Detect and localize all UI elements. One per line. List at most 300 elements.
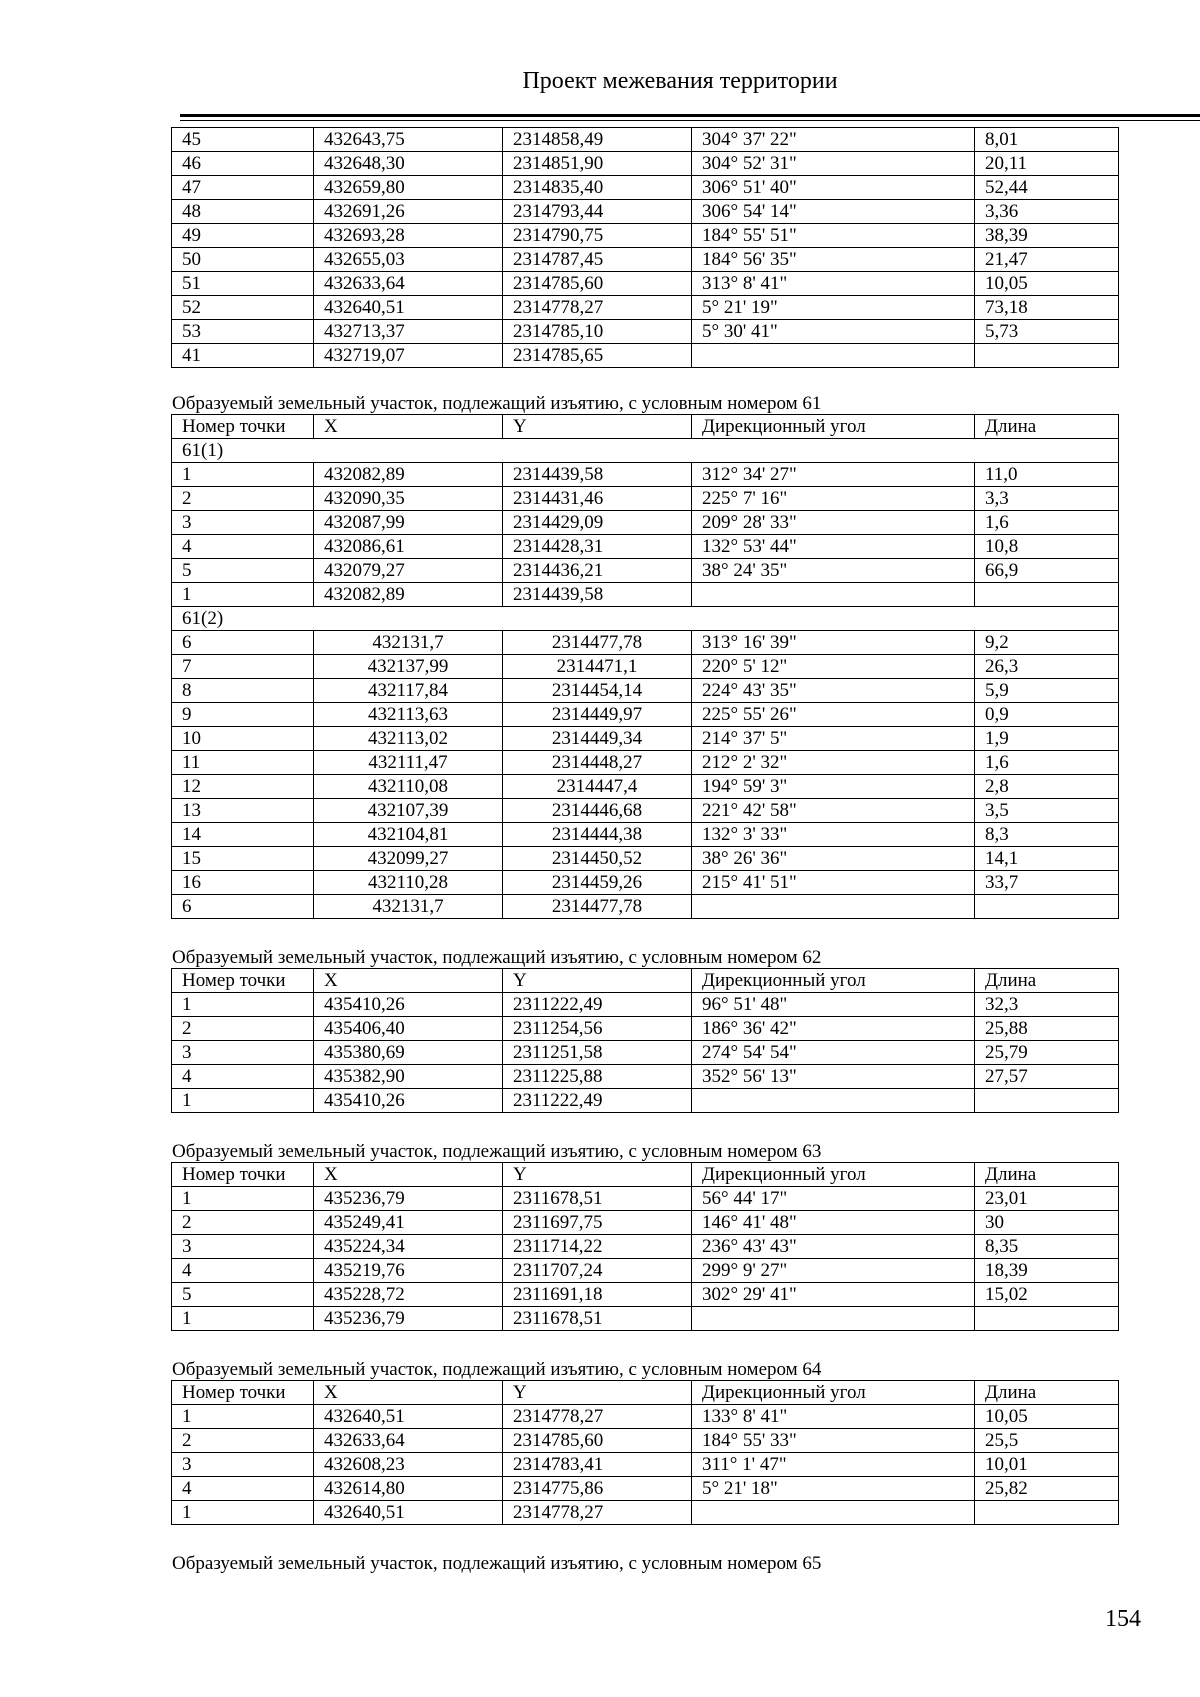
table-row: [172, 993, 1119, 1017]
table-cell: 5° 21' 18": [692, 1477, 975, 1501]
table-cell: 10: [172, 727, 314, 751]
table-cell: 432655,03: [314, 248, 503, 272]
table-header-row: [172, 1381, 1119, 1405]
table-cell: 2311697,75: [503, 1211, 692, 1235]
table-cell: 38,39: [975, 224, 1119, 248]
table-cell: 2311222,49: [503, 993, 692, 1017]
table-row: [172, 559, 1119, 583]
table-cell: 8,3: [975, 823, 1119, 847]
table-cell: 4: [172, 535, 314, 559]
table-cell: [975, 1307, 1119, 1331]
table-cell: 432691,26: [314, 200, 503, 224]
table-cell: 2: [172, 1211, 314, 1235]
column-header: Номер точки: [172, 1163, 314, 1187]
table-cell: 3,3: [975, 487, 1119, 511]
table-cell: [692, 895, 975, 919]
table-cell: 432113,63: [314, 703, 503, 727]
table-cell: 432107,39: [314, 799, 503, 823]
table-cell: 45: [172, 128, 314, 152]
table-cell: 4: [172, 1477, 314, 1501]
table-cell: 52,44: [975, 176, 1119, 200]
table-cell: 432099,27: [314, 847, 503, 871]
group-label: 61(2): [172, 607, 1119, 631]
table-cell: 2314477,78: [503, 895, 692, 919]
table-cell: 2311714,22: [503, 1235, 692, 1259]
table-row: [172, 224, 1119, 248]
table-cell: 10,05: [975, 1405, 1119, 1429]
table-cell: 435236,79: [314, 1187, 503, 1211]
table-cell: 2314785,10: [503, 320, 692, 344]
table-cell: 432113,02: [314, 727, 503, 751]
table-cell: [692, 583, 975, 607]
column-header: Длина: [975, 415, 1119, 439]
table-cell: 2314431,46: [503, 487, 692, 511]
table-cell: 8,01: [975, 128, 1119, 152]
table-cell: 2314851,90: [503, 152, 692, 176]
table-cell: 5: [172, 1283, 314, 1307]
table-row: [172, 152, 1119, 176]
table-cell: 132° 53' 44": [692, 535, 975, 559]
table-cell: [975, 1089, 1119, 1113]
group-label: 61(1): [172, 439, 1119, 463]
table-row: [172, 296, 1119, 320]
table-cell: 432137,99: [314, 655, 503, 679]
column-header: Дирекционный угол: [692, 969, 975, 993]
table-cell: [975, 583, 1119, 607]
table-cell: 2311707,24: [503, 1259, 692, 1283]
table-cell: 432131,7: [314, 895, 503, 919]
table-cell: 432104,81: [314, 823, 503, 847]
table-row: [172, 487, 1119, 511]
table-row: [172, 176, 1119, 200]
table-cell: [692, 1307, 975, 1331]
table-row: [172, 655, 1119, 679]
table-cell: 2314793,44: [503, 200, 692, 224]
table-cell: 4: [172, 1259, 314, 1283]
table-cell: 184° 55' 51": [692, 224, 975, 248]
table-cell: 10,8: [975, 535, 1119, 559]
table-cell: 432659,80: [314, 176, 503, 200]
table-cell: 18,39: [975, 1259, 1119, 1283]
coordinates-table: [171, 968, 1119, 1113]
table-cell: 432090,35: [314, 487, 503, 511]
table-cell: 25,82: [975, 1477, 1119, 1501]
table-cell: 48: [172, 200, 314, 224]
table-cell: 2314775,86: [503, 1477, 692, 1501]
table-cell: 302° 29' 41": [692, 1283, 975, 1307]
table-cell: 25,79: [975, 1041, 1119, 1065]
table-cell: 25,5: [975, 1429, 1119, 1453]
table-cell: 212° 2' 32": [692, 751, 975, 775]
table-cell: 313° 8' 41": [692, 272, 975, 296]
table-cell: 1: [172, 1307, 314, 1331]
column-header: Длина: [975, 1381, 1119, 1405]
table-cell: 21,47: [975, 248, 1119, 272]
table-cell: 2: [172, 1429, 314, 1453]
table-cell: 432643,75: [314, 128, 503, 152]
table-cell: 96° 51' 48": [692, 993, 975, 1017]
table-cell: [975, 344, 1119, 368]
table-cell: 432640,51: [314, 1405, 503, 1429]
column-header: Y: [503, 415, 692, 439]
table-cell: 6: [172, 631, 314, 655]
table-cell: 1: [172, 1187, 314, 1211]
table-row: [172, 1477, 1119, 1501]
table-cell: 306° 51' 40": [692, 176, 975, 200]
table-row: [172, 272, 1119, 296]
table-cell: 194° 59' 3": [692, 775, 975, 799]
group-row: [172, 607, 1119, 631]
table-row: [172, 1283, 1119, 1307]
table-cell: 186° 36' 42": [692, 1017, 975, 1041]
table-cell: 2314459,26: [503, 871, 692, 895]
table-row: [172, 1501, 1119, 1525]
table-cell: 224° 43' 35": [692, 679, 975, 703]
table-cell: 11,0: [975, 463, 1119, 487]
section-gap: [171, 1525, 1119, 1554]
table-cell: 10,05: [975, 272, 1119, 296]
table-cell: 9: [172, 703, 314, 727]
table-cell: 38° 26' 36": [692, 847, 975, 871]
section-caption: Образуемый земельный участок, подлежащий изъятию, с условным номером 65: [172, 1553, 822, 1574]
table-cell: 432608,23: [314, 1453, 503, 1477]
table-cell: 209° 28' 33": [692, 511, 975, 535]
table-cell: 432087,99: [314, 511, 503, 535]
column-header: Номер точки: [172, 1381, 314, 1405]
table-row: [172, 1259, 1119, 1283]
column-header: Дирекционный угол: [692, 415, 975, 439]
table-cell: 26,3: [975, 655, 1119, 679]
table-cell: 1,9: [975, 727, 1119, 751]
table-cell: 432110,08: [314, 775, 503, 799]
table-cell: 2314783,41: [503, 1453, 692, 1477]
table-cell: 432693,28: [314, 224, 503, 248]
table-cell: 2311691,18: [503, 1283, 692, 1307]
table-cell: 146° 41' 48": [692, 1211, 975, 1235]
table-cell: 2314454,14: [503, 679, 692, 703]
table-header-row: [172, 1163, 1119, 1187]
section-caption: Образуемый земельный участок, подлежащий изъятию, с условным номером 61: [172, 393, 822, 414]
table-cell: 49: [172, 224, 314, 248]
table-cell: 435410,26: [314, 993, 503, 1017]
table-cell: 435228,72: [314, 1283, 503, 1307]
table-cell: 12: [172, 775, 314, 799]
table-row: [172, 703, 1119, 727]
table-cell: 432110,28: [314, 871, 503, 895]
column-header: Длина: [975, 1163, 1119, 1187]
table-cell: 2314444,38: [503, 823, 692, 847]
table-cell: 13: [172, 799, 314, 823]
table-cell: 2314436,21: [503, 559, 692, 583]
table-cell: 50: [172, 248, 314, 272]
table-cell: 25,88: [975, 1017, 1119, 1041]
table-cell: 41: [172, 344, 314, 368]
table-row: [172, 320, 1119, 344]
header-rule-thick: [180, 114, 1200, 117]
table-cell: 8: [172, 679, 314, 703]
column-header: X: [314, 415, 503, 439]
table-cell: 14: [172, 823, 314, 847]
table-cell: 432648,30: [314, 152, 503, 176]
table-cell: [692, 1089, 975, 1113]
column-header: X: [314, 969, 503, 993]
table-cell: 33,7: [975, 871, 1119, 895]
table-row: [172, 1211, 1119, 1235]
table-cell: 5,9: [975, 679, 1119, 703]
table-cell: 432614,80: [314, 1477, 503, 1501]
table-row: [172, 1453, 1119, 1477]
section-caption: Образуемый земельный участок, подлежащий изъятию, с условным номером 64: [172, 1359, 822, 1380]
table-cell: 2314450,52: [503, 847, 692, 871]
table-row: [172, 1307, 1119, 1331]
table-cell: 2311222,49: [503, 1089, 692, 1113]
table-cell: 435406,40: [314, 1017, 503, 1041]
table-cell: 1: [172, 583, 314, 607]
table-row: [172, 847, 1119, 871]
table-cell: 435236,79: [314, 1307, 503, 1331]
table-cell: 2314446,68: [503, 799, 692, 823]
table-row: [172, 775, 1119, 799]
table-cell: 432633,64: [314, 1429, 503, 1453]
table-cell: 2314428,31: [503, 535, 692, 559]
table-cell: 2314785,60: [503, 1429, 692, 1453]
table-row: [172, 799, 1119, 823]
section-caption: Образуемый земельный участок, подлежащий изъятию, с условным номером 63: [172, 1141, 822, 1162]
table-cell: 16: [172, 871, 314, 895]
column-header: Дирекционный угол: [692, 1163, 975, 1187]
section-caption: Образуемый земельный участок, подлежащий изъятию, с условным номером 62: [172, 947, 822, 968]
table-cell: 1,6: [975, 751, 1119, 775]
table-cell: 2314778,27: [503, 1405, 692, 1429]
table-cell: 32,3: [975, 993, 1119, 1017]
table-cell: 1: [172, 463, 314, 487]
table-cell: 2314429,09: [503, 511, 692, 535]
table-cell: 352° 56' 13": [692, 1065, 975, 1089]
coordinates-table: [171, 1162, 1119, 1331]
table-cell: 2314447,4: [503, 775, 692, 799]
table-cell: [975, 895, 1119, 919]
table-cell: 306° 54' 14": [692, 200, 975, 224]
table-cell: 2314477,78: [503, 631, 692, 655]
column-header: Номер точки: [172, 969, 314, 993]
column-header: Y: [503, 969, 692, 993]
section-gap: [171, 368, 1119, 394]
table-cell: 132° 3' 33": [692, 823, 975, 847]
table-cell: 1: [172, 1501, 314, 1525]
column-header: Номер точки: [172, 415, 314, 439]
table-cell: 304° 52' 31": [692, 152, 975, 176]
table-cell: 214° 37' 5": [692, 727, 975, 751]
table-cell: 225° 55' 26": [692, 703, 975, 727]
table-cell: 2314439,58: [503, 583, 692, 607]
table-cell: 53: [172, 320, 314, 344]
table-cell: 4: [172, 1065, 314, 1089]
table-header-row: [172, 415, 1119, 439]
table-cell: 7: [172, 655, 314, 679]
table-cell: 274° 54' 54": [692, 1041, 975, 1065]
section-gap: [171, 1331, 1119, 1360]
table-cell: 2314449,34: [503, 727, 692, 751]
table-cell: 2314787,45: [503, 248, 692, 272]
column-header: X: [314, 1381, 503, 1405]
table-cell: 5° 30' 41": [692, 320, 975, 344]
table-row: [172, 871, 1119, 895]
column-header: X: [314, 1163, 503, 1187]
table-cell: 66,9: [975, 559, 1119, 583]
table-cell: 2314778,27: [503, 1501, 692, 1525]
table-cell: 27,57: [975, 1065, 1119, 1089]
table-cell: 2314439,58: [503, 463, 692, 487]
table-row: [172, 1017, 1119, 1041]
table-cell: 8,35: [975, 1235, 1119, 1259]
table-cell: 2314785,65: [503, 344, 692, 368]
table-row: [172, 727, 1119, 751]
table-row: [172, 344, 1119, 368]
table-cell: 3: [172, 511, 314, 535]
table-row: [172, 535, 1119, 559]
table-cell: 432111,47: [314, 751, 503, 775]
table-cell: 435249,41: [314, 1211, 503, 1235]
table-cell: 313° 16' 39": [692, 631, 975, 655]
table-cell: 2311251,58: [503, 1041, 692, 1065]
table-row: [172, 511, 1119, 535]
table-row: [172, 1187, 1119, 1211]
table-cell: 2311254,56: [503, 1017, 692, 1041]
table-cell: 432086,61: [314, 535, 503, 559]
table-row: [172, 128, 1119, 152]
table-cell: 221° 42' 58": [692, 799, 975, 823]
table-cell: 2314790,75: [503, 224, 692, 248]
table-cell: 2311678,51: [503, 1307, 692, 1331]
table-row: [172, 248, 1119, 272]
table-cell: 2314835,40: [503, 176, 692, 200]
table-row: [172, 1429, 1119, 1453]
table-cell: 1: [172, 993, 314, 1017]
table-cell: 432640,51: [314, 296, 503, 320]
table-row: [172, 1041, 1119, 1065]
table-cell: [692, 1501, 975, 1525]
table-row: [172, 631, 1119, 655]
table-cell: 2314778,27: [503, 296, 692, 320]
table-row: [172, 895, 1119, 919]
table-cell: 15: [172, 847, 314, 871]
table-cell: 432082,89: [314, 463, 503, 487]
table-row: [172, 1235, 1119, 1259]
column-header: Y: [503, 1381, 692, 1405]
table-cell: 3: [172, 1235, 314, 1259]
table-cell: 6: [172, 895, 314, 919]
table-cell: 51: [172, 272, 314, 296]
table-cell: 435380,69: [314, 1041, 503, 1065]
table-cell: 47: [172, 176, 314, 200]
table-cell: 2311225,88: [503, 1065, 692, 1089]
table-cell: [975, 1501, 1119, 1525]
table-cell: 23,01: [975, 1187, 1119, 1211]
table-cell: 38° 24' 35": [692, 559, 975, 583]
table-cell: 11: [172, 751, 314, 775]
table-row: [172, 463, 1119, 487]
group-row: [172, 439, 1119, 463]
table-cell: 432131,7: [314, 631, 503, 655]
coordinates-table: [171, 1380, 1119, 1525]
table-cell: 56° 44' 17": [692, 1187, 975, 1211]
table-cell: 184° 56' 35": [692, 248, 975, 272]
page-content: [171, 127, 1119, 1574]
table-cell: 5,73: [975, 320, 1119, 344]
table-cell: 432713,37: [314, 320, 503, 344]
table-row: [172, 823, 1119, 847]
table-cell: 432633,64: [314, 272, 503, 296]
table-row: [172, 679, 1119, 703]
table-cell: 184° 55' 33": [692, 1429, 975, 1453]
table-cell: 14,1: [975, 847, 1119, 871]
table-cell: 2: [172, 1017, 314, 1041]
table-cell: 2311678,51: [503, 1187, 692, 1211]
table-cell: 432719,07: [314, 344, 503, 368]
table-cell: 3: [172, 1453, 314, 1477]
table-cell: 1,6: [975, 511, 1119, 535]
table-cell: 2314449,97: [503, 703, 692, 727]
table-cell: 220° 5' 12": [692, 655, 975, 679]
table-cell: 304° 37' 22": [692, 128, 975, 152]
column-header: Y: [503, 1163, 692, 1187]
table-cell: 435410,26: [314, 1089, 503, 1113]
table-cell: 10,01: [975, 1453, 1119, 1477]
table-row: [172, 583, 1119, 607]
table-cell: 73,18: [975, 296, 1119, 320]
table-cell: 2: [172, 487, 314, 511]
table-cell: 3,36: [975, 200, 1119, 224]
page-header: Проект межевания территории: [522, 68, 838, 94]
table-cell: 3: [172, 1041, 314, 1065]
table-cell: 133° 8' 41": [692, 1405, 975, 1429]
page-number: 154: [1105, 1606, 1141, 1632]
table-row: [172, 751, 1119, 775]
table-cell: 3,5: [975, 799, 1119, 823]
table-cell: 299° 9' 27": [692, 1259, 975, 1283]
table-cell: 0,9: [975, 703, 1119, 727]
section-gap: [171, 919, 1119, 948]
table-cell: 435219,76: [314, 1259, 503, 1283]
table-row: [172, 1405, 1119, 1429]
table-cell: 432117,84: [314, 679, 503, 703]
table-cell: 52: [172, 296, 314, 320]
table-cell: 30: [975, 1211, 1119, 1235]
table-cell: 1: [172, 1405, 314, 1429]
column-header: Дирекционный угол: [692, 1381, 975, 1405]
section-gap: [171, 1113, 1119, 1142]
table-cell: 1: [172, 1089, 314, 1113]
table-cell: 5: [172, 559, 314, 583]
table-cell: 2314785,60: [503, 272, 692, 296]
table-cell: 225° 7' 16": [692, 487, 975, 511]
table-cell: [692, 344, 975, 368]
table-cell: 432082,89: [314, 583, 503, 607]
column-header: Длина: [975, 969, 1119, 993]
table-cell: 432079,27: [314, 559, 503, 583]
header-rule-thin: [180, 120, 1200, 121]
table-cell: 215° 41' 51": [692, 871, 975, 895]
table-cell: 2,8: [975, 775, 1119, 799]
table-cell: 435382,90: [314, 1065, 503, 1089]
table-row: [172, 1089, 1119, 1113]
table-header-row: [172, 969, 1119, 993]
table-row: [172, 1065, 1119, 1089]
table-cell: 20,11: [975, 152, 1119, 176]
table-cell: 435224,34: [314, 1235, 503, 1259]
table-cell: 236° 43' 43": [692, 1235, 975, 1259]
table-cell: 9,2: [975, 631, 1119, 655]
